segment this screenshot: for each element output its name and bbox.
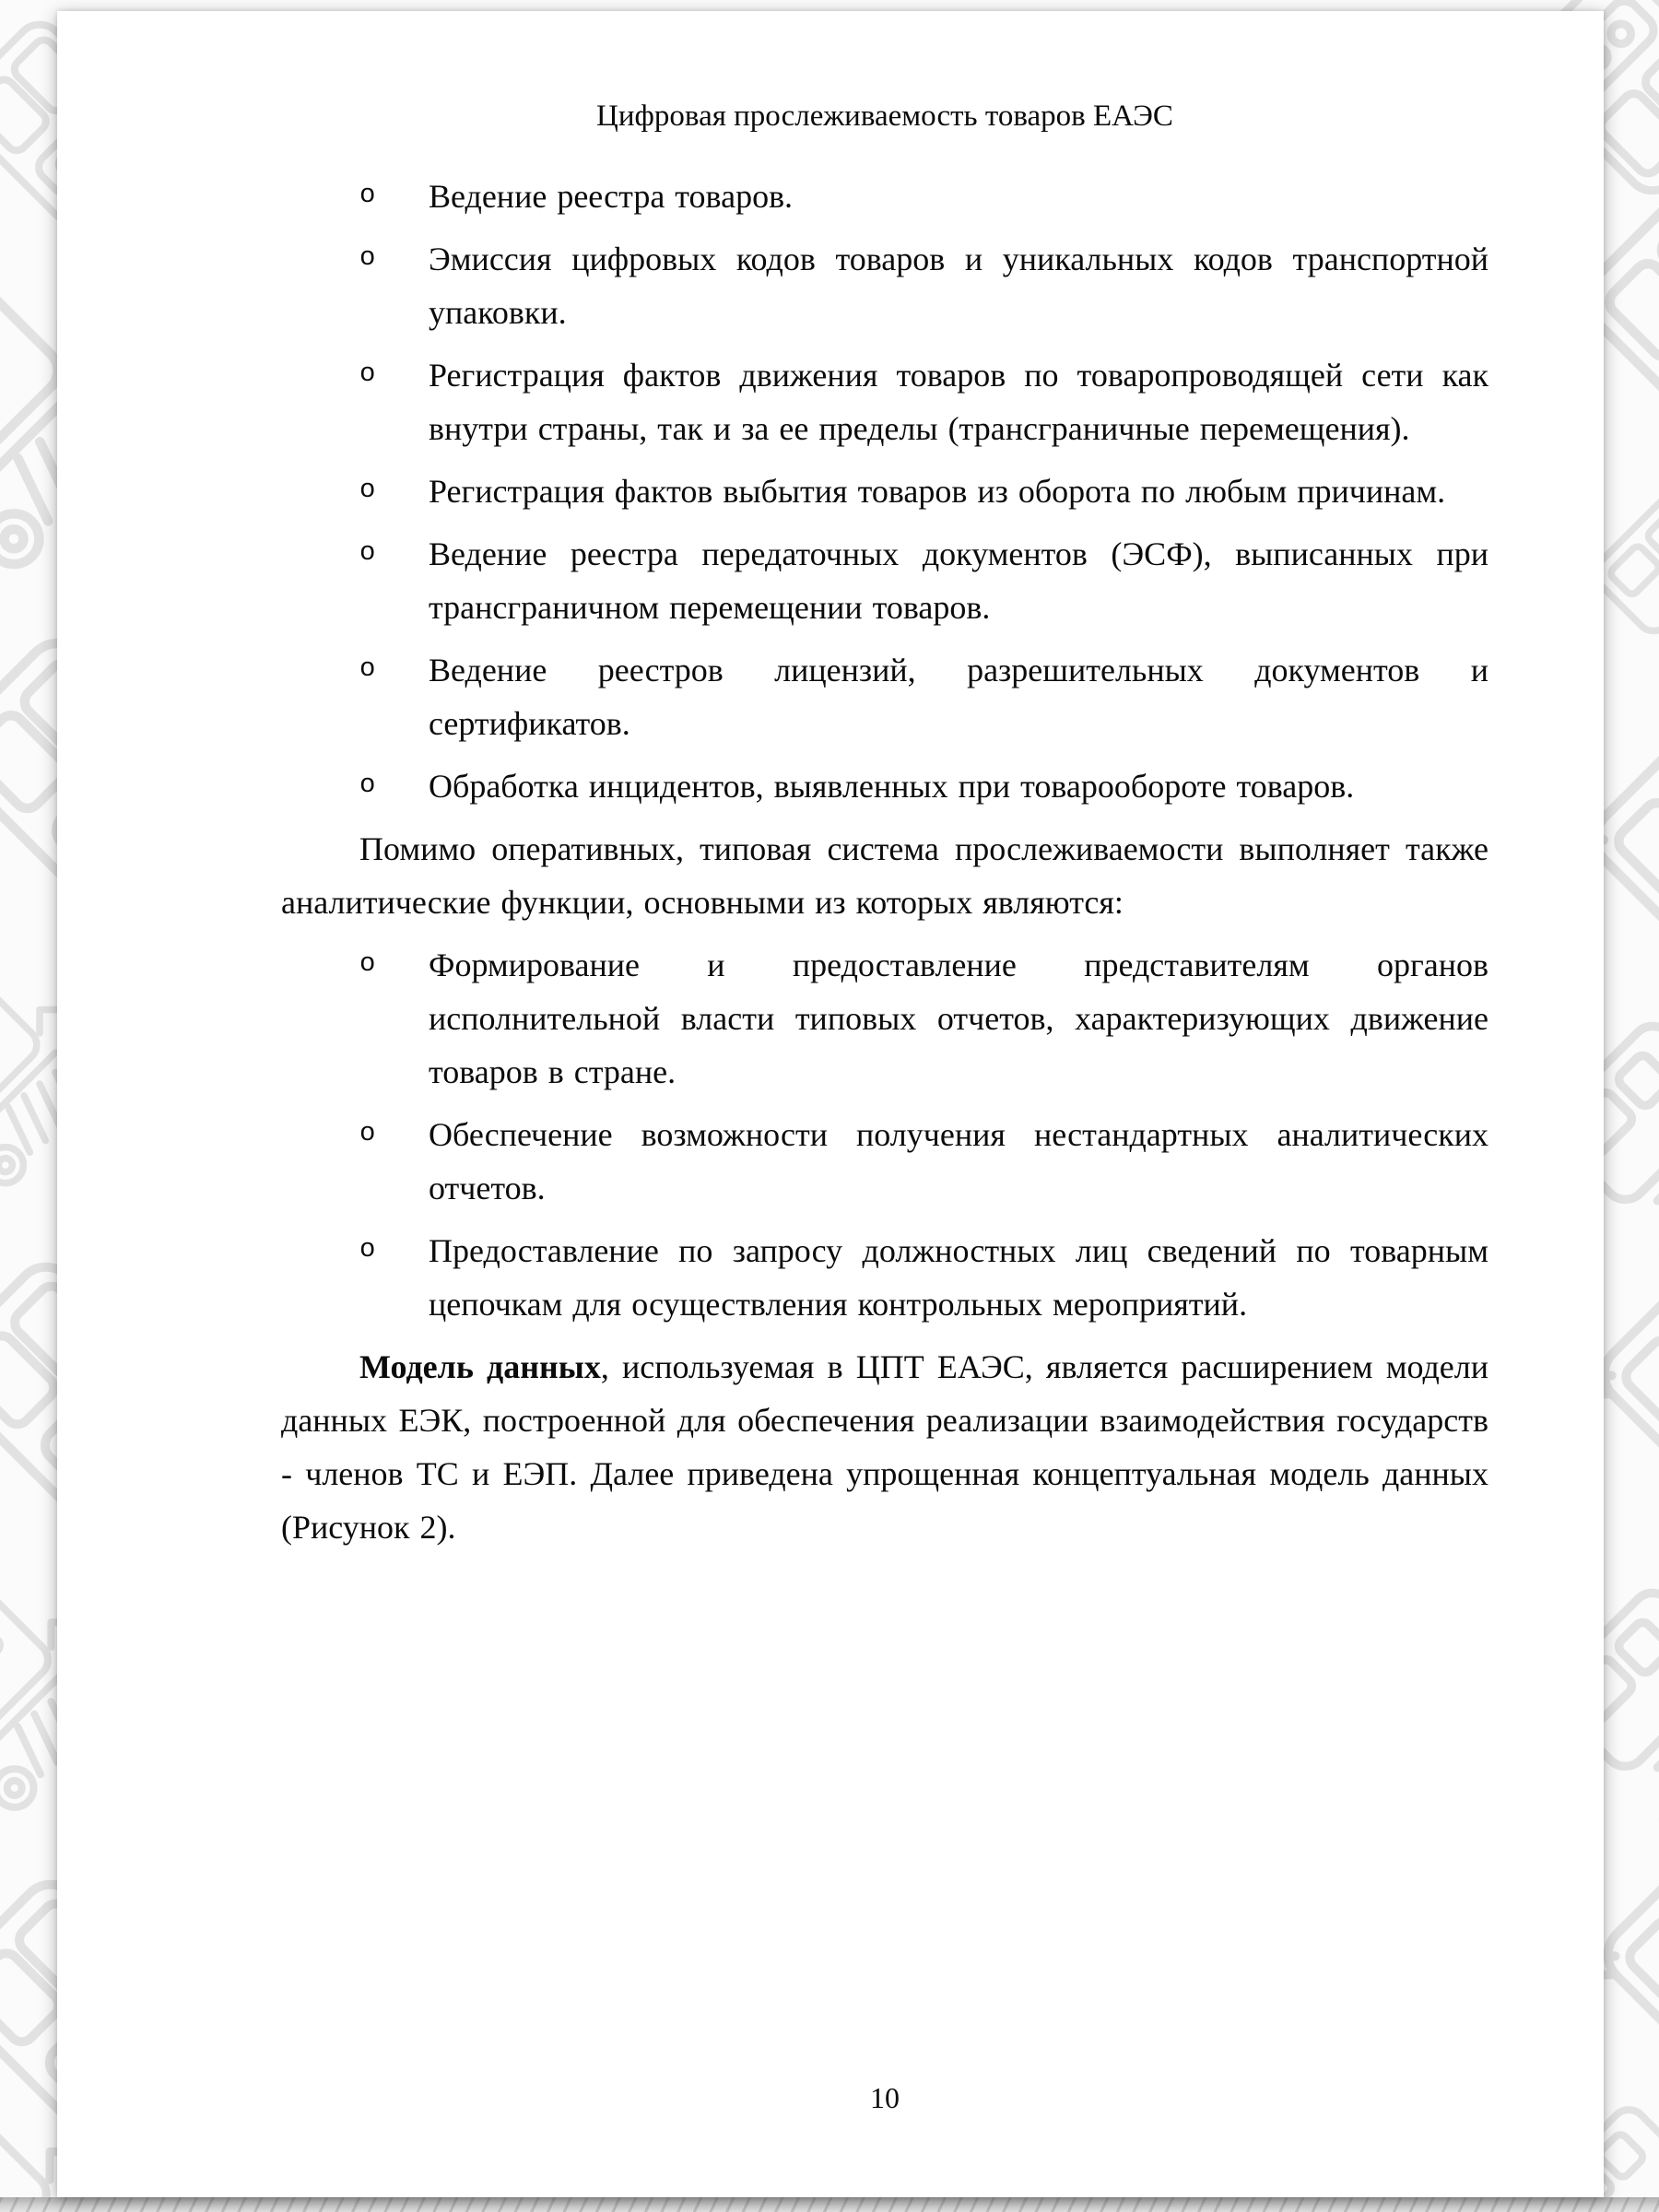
list-item — [281, 643, 1488, 750]
data-model-paragraph — [281, 1340, 1488, 1554]
list-item — [281, 232, 1488, 339]
bullet-marker: o — [359, 242, 376, 273]
bullet-marker: o — [359, 770, 376, 800]
analytical-functions-list — [281, 938, 1488, 1331]
bullet-marker: o — [359, 180, 376, 210]
list-item-text: Обработка инцидентов, выявленных при товарообороте товаров. — [429, 768, 1355, 805]
list-item-text: Формирование и предоставление представителям органов исполнительной власти типовых отчетов, характеризующих движение товаров в стране. — [429, 947, 1488, 1090]
list-item-text: Обеспечение возможности получения нестандартных аналитических отчетов. — [429, 1116, 1488, 1206]
data-model-lead: Модель данных — [359, 1348, 601, 1385]
list-item — [281, 170, 1488, 223]
bullet-marker: o — [359, 359, 376, 389]
operational-functions-list — [281, 170, 1488, 813]
list-item-text: Ведение реестров лицензий, разрешительных документов и сертификатов. — [429, 652, 1488, 742]
list-item — [281, 527, 1488, 634]
running-header: Цифровая прослеживаемость товаров ЕАЭС — [596, 100, 1173, 133]
intro-paragraph: Помимо оперативных, типовая система прослеживаемости выполняет также аналитические функции, основными из которых являются: — [281, 830, 1488, 921]
list-item — [281, 348, 1488, 455]
page-number: 10 — [870, 2081, 900, 2114]
data-model-text: , используемая в ЦПТ ЕАЭС, является расширением модели данных ЕЭК, построенной для обеспечения реализации взаимодействия государств - членов ТС и ЕЭП. Далее приведена упрощенная концептуальная модель данных (Рисунок 2). — [281, 1348, 1488, 1546]
bullet-marker: o — [359, 475, 376, 505]
list-item-text: Регистрация фактов движения товаров по товаропроводящей сети как внутри страны, так и за ее пределы (трансграничные перемещения). — [429, 357, 1488, 447]
list-item-text: Ведение реестра товаров. — [429, 178, 794, 215]
list-item — [281, 759, 1488, 813]
list-item — [281, 1108, 1488, 1215]
list-item-text: Ведение реестра передаточных документов (ЭСФ), выписанных при трансграничном перемещении товаров. — [429, 535, 1488, 626]
bullet-marker: o — [359, 537, 376, 568]
list-item — [281, 1224, 1488, 1331]
page-content — [57, 11, 1604, 2197]
bullet-marker: o — [359, 948, 376, 979]
bullet-marker: o — [359, 653, 376, 684]
list-item-text: Предоставление по запросу должностных лиц сведений по товарным цепочкам для осуществления контрольных мероприятий. — [429, 1232, 1488, 1323]
list-item — [281, 465, 1488, 518]
document-page — [57, 11, 1604, 2197]
page-footer — [281, 2079, 1488, 2116]
list-item-text: Эмиссия цифровых кодов товаров и уникальных кодов транспортной упаковки. — [429, 241, 1488, 331]
bullet-marker: o — [359, 1234, 376, 1265]
list-item — [281, 938, 1488, 1099]
list-item-text: Регистрация фактов выбытия товаров из оборота по любым причинам. — [429, 473, 1446, 510]
bullet-marker: o — [359, 1118, 376, 1148]
bottom-shadow-band — [0, 2197, 1659, 2212]
